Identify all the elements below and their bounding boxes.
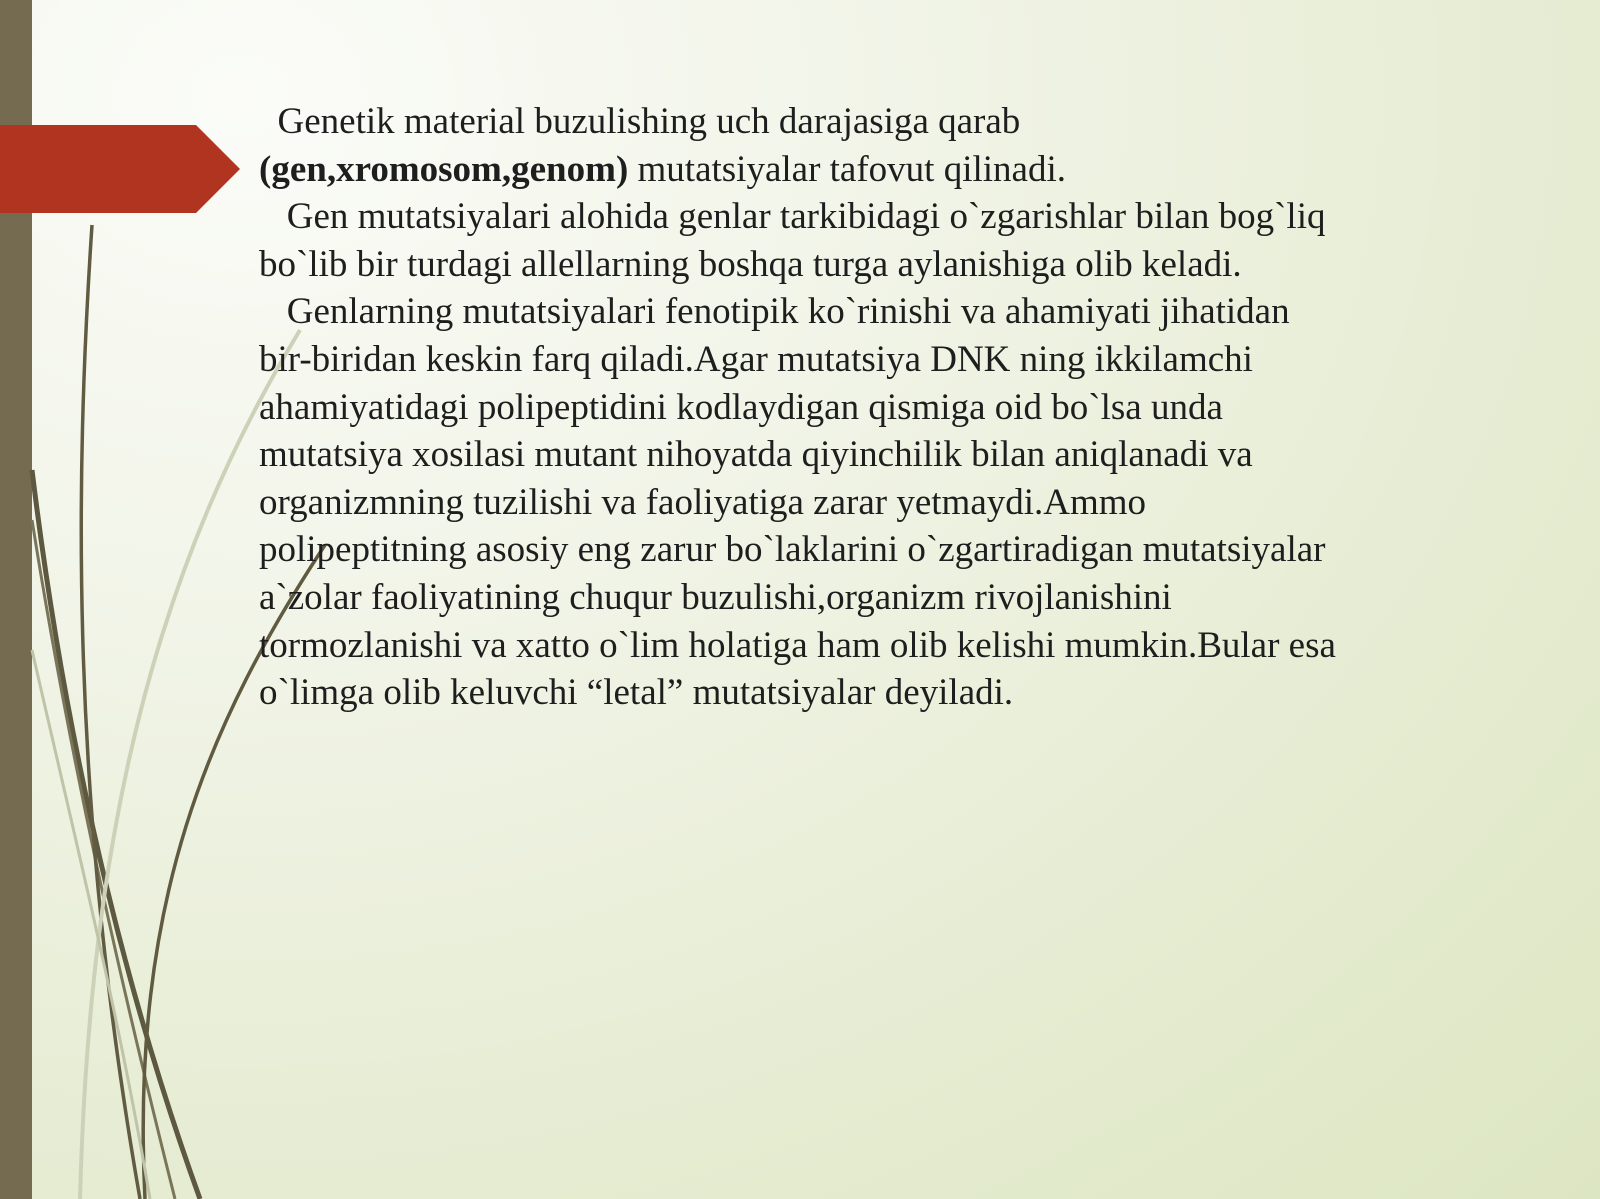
slide-text-body [259,98,1346,717]
paragraph-intro-lead: Genetik material buzulishing uch darajasiga qarab [259,101,1030,142]
paragraph-gene-mutations: Gen mutatsiyalari alohida genlar tarkibidagi o`zgarishlar bilan bog`liq bo`lib bir turdagi allellarning boshqa turga aylanishiga olib keladi. [259,196,1335,285]
red-arrow-shape [0,125,240,213]
paragraph-phenotypic-differences: Genlarning mutatsiyalari fenotipik ko`rinishi va ahamiyati jihatidan bir-biridan keskin farq qiladi.Agar mutatsiya DNK ning ikkilamchi ahamiyatidagi polipeptidini kodlaydigan qismiga oid bo`lsa unda mutatsiya xosilasi mutant nihoyatda qiyinchilik bilan aniqlanadi va organizmning tuzilishi va faoliyatiga zarar yetmaydi.Ammo polipeptitning asosiy eng zarur bo`laklarini o`zgartiradigan mutatsiyalar a`zolar faoliyatining chuqur buzulishi,organizm rivojlanishini tormozlanishi va xatto o`lim holatiga ham olib kelishi mumkin.Bular esa o`limga olib keluvchi “letal” mutatsiyalar deyiladi. [259,291,1346,714]
paragraph-intro-rest: mutatsiyalar tafovut qilinadi. [628,148,1066,190]
paragraph-intro-bold-terms: (gen,xromosom,genom) [259,148,629,190]
paragraph-intro [259,98,1339,193]
